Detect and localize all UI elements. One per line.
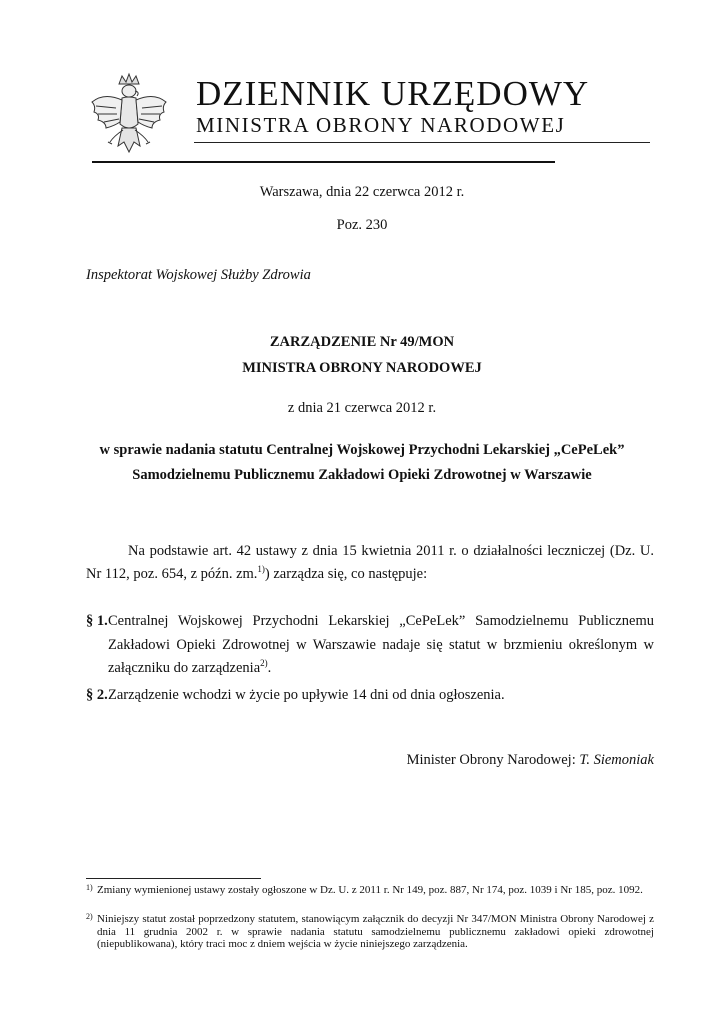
act-subject-line2: Samodzielnemu Publicznemu Zakładowi Opieki Zdrowotnej w Warszawie — [132, 467, 592, 483]
signature-role: Minister Obrony Narodowej: — [406, 752, 576, 768]
paragraph-2 — [86, 684, 654, 708]
paragraph-text: Centralnej Wojskowej Przychodni Lekarskiej „CePeLek” Samodzielnemu Publicznemu Zakładowi Opieki Zdrowotnej w Warszawie nadaje się statut w brzmieniu określonym w załączniku do zarządzenia$^{2)}$. — [108, 613, 654, 676]
footnote-ref-2: 2) — [260, 658, 268, 669]
footnote-1 — [86, 884, 654, 897]
journal-subtitle: MINISTRA OBRONY NARODOWEJ — [196, 113, 566, 137]
act-authority: MINISTRA OBRONY NARODOWEJ — [242, 360, 482, 376]
footnote-rule — [86, 878, 261, 879]
act-subject-line1: w sprawie nadania statutu Centralnej Wojskowej Przychodni Lekarskiej „CePeLek” — [99, 442, 625, 458]
place-date: Warszawa, dnia 22 czerwca 2012 r. — [259, 184, 465, 200]
issuer: Inspektorat Wojskowej Służby Zdrowia — [86, 267, 311, 283]
position-number: Poz. 230 — [336, 217, 388, 233]
footnote-ref-1: 1) — [257, 564, 265, 575]
footnote-text: Niniejszy statut został poprzedzony statutem, stanowiącym załącznik do decyzji Nr 347/MON Ministra Obrony Narodowej z dnia 11 grudnia 2002 r. w sprawie nadania statutu samodzielnemu publicznemu zakładowi opieki zdrowotnej (niepublikowana), który traci moc z dniem wejścia w życie niniejszego zarządzenia. — [97, 913, 654, 950]
act-date: z dnia 21 czerwca 2012 r. — [287, 400, 437, 416]
act-title: ZARZĄDZENIE Nr 49/MON — [269, 334, 455, 350]
masthead-rule — [194, 142, 650, 143]
polish-eagle-emblem-icon — [86, 72, 172, 164]
paragraph-number: § 1. — [86, 613, 108, 629]
paragraph-number: § 2. — [86, 687, 108, 703]
signature-name: T. Siemoniak — [579, 752, 654, 768]
paragraph-text: Zarządzenie wchodzi w życie po upływie 14 dni od dnia ogłoszenia. — [108, 687, 505, 703]
header-divider — [92, 161, 555, 163]
signature — [407, 752, 654, 769]
preamble: Na podstawie art. 42 ustawy z dnia 15 kwietnia 2011 r. o działalności leczniczej (Dz. U. Nr 112, poz. 654, z późn. zm.$^{1)}$) zarządza się, co następuje: — [86, 543, 654, 582]
footnote-mark: 1) — [86, 883, 93, 892]
journal-title: DZIENNIK URZĘDOWY — [196, 74, 590, 113]
footnote-2 — [86, 913, 654, 951]
footnote-mark: 2) — [86, 912, 93, 921]
paragraph-1 — [86, 610, 654, 681]
footnote-text: Zmiany wymienionej ustawy zostały ogłoszone w Dz. U. z 2011 r. Nr 149, poz. 887, Nr 174, poz. 1039 i Nr 185, poz. 1092. — [97, 884, 643, 896]
